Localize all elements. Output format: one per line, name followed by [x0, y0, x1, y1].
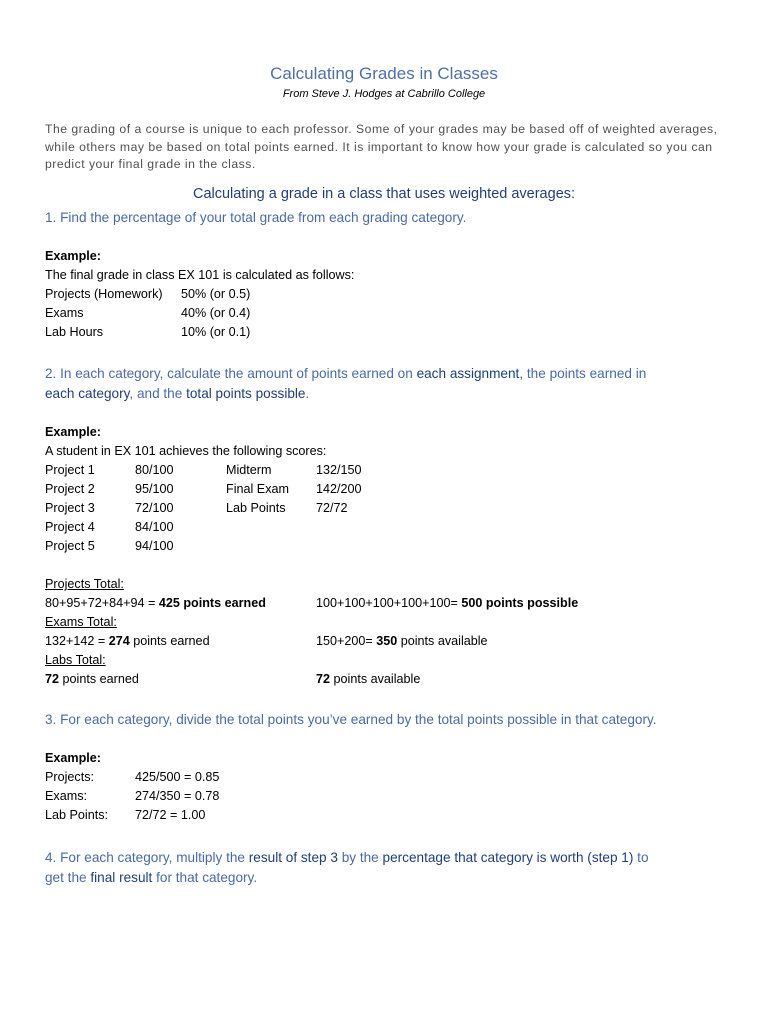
step-4-emphasis: final result [90, 870, 153, 885]
exams-earned-expression: 132+142 = [45, 634, 109, 648]
category-weight: 50% (or 0.5) [181, 287, 251, 301]
step-4-text: for that category. [152, 870, 258, 885]
assessment-score: 132/150 [316, 463, 362, 477]
step-4-text: to [633, 850, 649, 865]
project-name: Project 5 [45, 539, 95, 553]
labs-earned-total: 72 [45, 672, 60, 686]
exams-possible-total: 350 [376, 634, 398, 648]
projects-earned [45, 596, 266, 610]
project-score: 84/100 [135, 520, 174, 534]
step-3-example-label: Example: [45, 751, 101, 765]
document-subtitle: From Steve J. Hodges at Cabrillo College [282, 88, 486, 100]
labs-possible [316, 672, 420, 686]
ratio-category: Exams: [45, 789, 87, 803]
step-2-emphasis: total points possible [186, 386, 306, 401]
step-4-text: 4. For each category, multiply the [45, 850, 249, 865]
labs-earned [45, 672, 139, 686]
exams-total-label: Exams Total: [45, 615, 117, 629]
projects-earned-total: 425 points earned [158, 596, 266, 610]
step-2-line-2 [45, 386, 309, 401]
assessment-score: 72/72 [316, 501, 348, 515]
project-name: Project 3 [45, 501, 95, 515]
projects-possible-total: 500 points possible [461, 596, 579, 610]
exams-earned [45, 634, 210, 648]
assessment-score: 142/200 [316, 482, 362, 496]
step-4-emphasis: result of step 3 [248, 850, 338, 865]
ratio-category: Lab Points: [45, 808, 109, 822]
ratio-category: Projects: [45, 770, 94, 784]
exams-possible-suffix: points available [397, 634, 488, 648]
step-2-line-1 [45, 366, 646, 381]
step-4-text: get the [45, 870, 91, 885]
project-name: Project 1 [45, 463, 95, 477]
ratio-calculation: 425/500 = 0.85 [135, 770, 220, 784]
project-name: Project 4 [45, 520, 95, 534]
step-2-text: 2. In each category, calculate the amount of points earned on [45, 366, 417, 381]
project-score: 72/100 [135, 501, 174, 515]
assessment-name: Lab Points [226, 501, 286, 515]
step-1-example-intro: The final grade in class EX 101 is calculated as follows: [45, 268, 355, 282]
project-name: Project 2 [45, 482, 95, 496]
step-4-line-2 [45, 870, 257, 885]
projects-possible-expression: 100+100+100+100+100= [316, 596, 462, 610]
section-heading: Calculating a grade in a class that uses weighted averages: [192, 186, 576, 202]
project-score: 80/100 [135, 463, 174, 477]
labs-total-label: Labs Total: [45, 653, 106, 667]
step-2-text: . [305, 386, 310, 401]
step-4-line-1 [45, 850, 649, 865]
ratio-calculation: 274/350 = 0.78 [135, 789, 220, 803]
project-score: 94/100 [135, 539, 174, 553]
ratio-calculation: 72/72 = 1.00 [135, 808, 206, 822]
exams-earned-total: 274 [108, 634, 130, 648]
step-2-emphasis: each category [45, 386, 130, 401]
category-name: Exams [45, 306, 84, 320]
labs-earned-suffix: points earned [59, 672, 139, 686]
assessment-name: Final Exam [226, 482, 289, 496]
category-name: Lab Hours [45, 325, 104, 339]
step-2-example-label: Example: [45, 425, 101, 439]
step-2-text: , and the [129, 386, 187, 401]
step-4-text: by the [337, 850, 383, 865]
project-score: 95/100 [135, 482, 174, 496]
assessment-name: Midterm [226, 463, 272, 477]
category-name: Projects (Homework) [45, 287, 163, 301]
step-1-example-label: Example: [45, 249, 101, 263]
exams-possible [316, 634, 488, 648]
step-1-text: 1. Find the percentage of your total grade from each grading category. [45, 210, 467, 225]
step-2-text: , the points earned in [519, 366, 647, 381]
projects-total-label: Projects Total: [45, 577, 124, 591]
step-2-example-intro: A student in EX 101 achieves the following scores: [45, 444, 327, 458]
labs-possible-suffix: points available [330, 672, 421, 686]
projects-possible [316, 596, 578, 610]
projects-earned-expression: 80+95+72+84+94 = [45, 596, 159, 610]
category-weight: 40% (or 0.4) [181, 306, 251, 320]
step-4-emphasis: percentage that category is worth (step 1) [382, 850, 634, 865]
exams-earned-suffix: points earned [129, 634, 210, 648]
exams-possible-expression: 150+200= [316, 634, 377, 648]
step-2-emphasis: each assignment [416, 366, 520, 381]
document-title: Calculating Grades in Classes [270, 64, 498, 83]
step-3-text: 3. For each category, divide the total points you’ve earned by the total points possible in that category. [45, 712, 657, 727]
labs-possible-total: 72 [316, 672, 331, 686]
category-weight: 10% (or 0.1) [181, 325, 251, 339]
intro-paragraph: The grading of a course is unique to each professor. Some of your grades may be based off of weighted averages, while others may be based on total points earned. It is important to know how your grade is calculated so you can predict your final grade in the class. [45, 122, 718, 171]
